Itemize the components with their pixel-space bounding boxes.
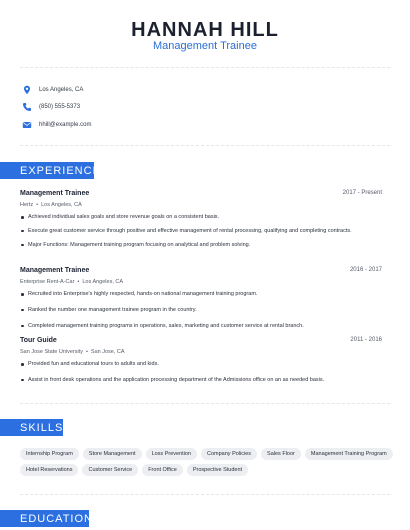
job-company: San Jose State University (20, 349, 83, 355)
skill-tag: Sales Floor (261, 448, 301, 460)
contact-location (22, 83, 83, 97)
location-pin-icon (22, 85, 32, 95)
job-bullet: Provided fun and educational tours to adults and kids. (20, 360, 382, 369)
job-location: Los Angeles, CA (82, 279, 124, 285)
skill-tag: Company Policies (201, 448, 257, 460)
skill-tag: Prospective Student (187, 464, 248, 476)
experience-entry (20, 190, 382, 249)
experience-entry (20, 267, 382, 330)
skills-row (20, 464, 400, 476)
email-icon (22, 120, 32, 130)
section-header-skills: SKILLS (0, 419, 63, 436)
job-dates: 2017 - Present (342, 190, 382, 196)
job-title: Tour Guide (20, 337, 57, 344)
divider (20, 403, 390, 404)
job-location: Los Angeles, CA (41, 202, 82, 208)
contact-phone (22, 100, 80, 114)
skill-tag: Hotel Reservations (20, 464, 78, 476)
section-header-education: EDUCATION (0, 510, 89, 527)
job-title: Management Trainee (20, 190, 90, 197)
skill-tag: Loss Prevention (146, 448, 197, 460)
job-company-line: Hertz • Los Angeles, CA (20, 202, 82, 208)
experience-entry (20, 337, 382, 385)
divider (20, 494, 390, 495)
candidate-name: HANNAH HILL (131, 19, 279, 41)
job-bullet: Completed management training programs in operations, sales, marketing and customer service at rental branch. (20, 322, 382, 331)
skill-tag: Store Management (83, 448, 142, 460)
job-title: Management Trainee (20, 267, 90, 274)
skills-list (20, 448, 400, 480)
job-dates: 2011 - 2016 (350, 337, 382, 343)
section-header-experience: EXPERIENCE (0, 162, 94, 179)
email-text: hhill@example.com (39, 122, 92, 128)
job-bullet: Recruited into Enterprise's highly respected, hands-on national management training program. (20, 290, 382, 299)
job-dates: 2016 - 2017 (349, 267, 382, 273)
divider (20, 145, 390, 146)
job-company-line: Enterprise Rent-A-Car • Los Angeles, CA (20, 279, 124, 285)
location-text: Los Angeles, CA (39, 87, 84, 93)
job-company: Enterprise Rent-A-Car (20, 279, 75, 285)
job-bullet: Assist in front desk operations and the application processing department of the Admissions office on an as needed basis. (20, 376, 382, 385)
job-bullet: Achieved individual sales goals and store revenue goals on a consistent basis. (20, 213, 382, 222)
skills-row (20, 448, 400, 460)
job-bullet: Ranked the number one management trainee program in the country. (20, 306, 382, 315)
candidate-role: Management Trainee (153, 40, 257, 52)
job-bullets (20, 213, 382, 249)
divider (20, 67, 390, 68)
phone-text: (850) 555-5373 (39, 104, 81, 110)
skill-tag: Front Office (142, 464, 183, 476)
skill-tag: Customer Service (82, 464, 138, 476)
skill-tag: Internship Program (20, 448, 79, 460)
job-company: Hertz (20, 202, 34, 208)
job-bullets (20, 290, 382, 330)
job-location: San Jose, CA (90, 349, 125, 355)
skill-tag: Management Training Program (305, 448, 393, 460)
contact-email (22, 118, 91, 132)
job-bullet: Execute great customer service through positive and effective management of rental processing, qualifying and completing contracts. (20, 227, 382, 236)
job-company-line: San Jose State University • San Jose, CA (20, 349, 125, 355)
job-bullet: Major Functions: Management training program focusing on analytical and problem solving. (20, 241, 382, 250)
phone-icon (22, 102, 32, 112)
job-bullets (20, 360, 382, 385)
